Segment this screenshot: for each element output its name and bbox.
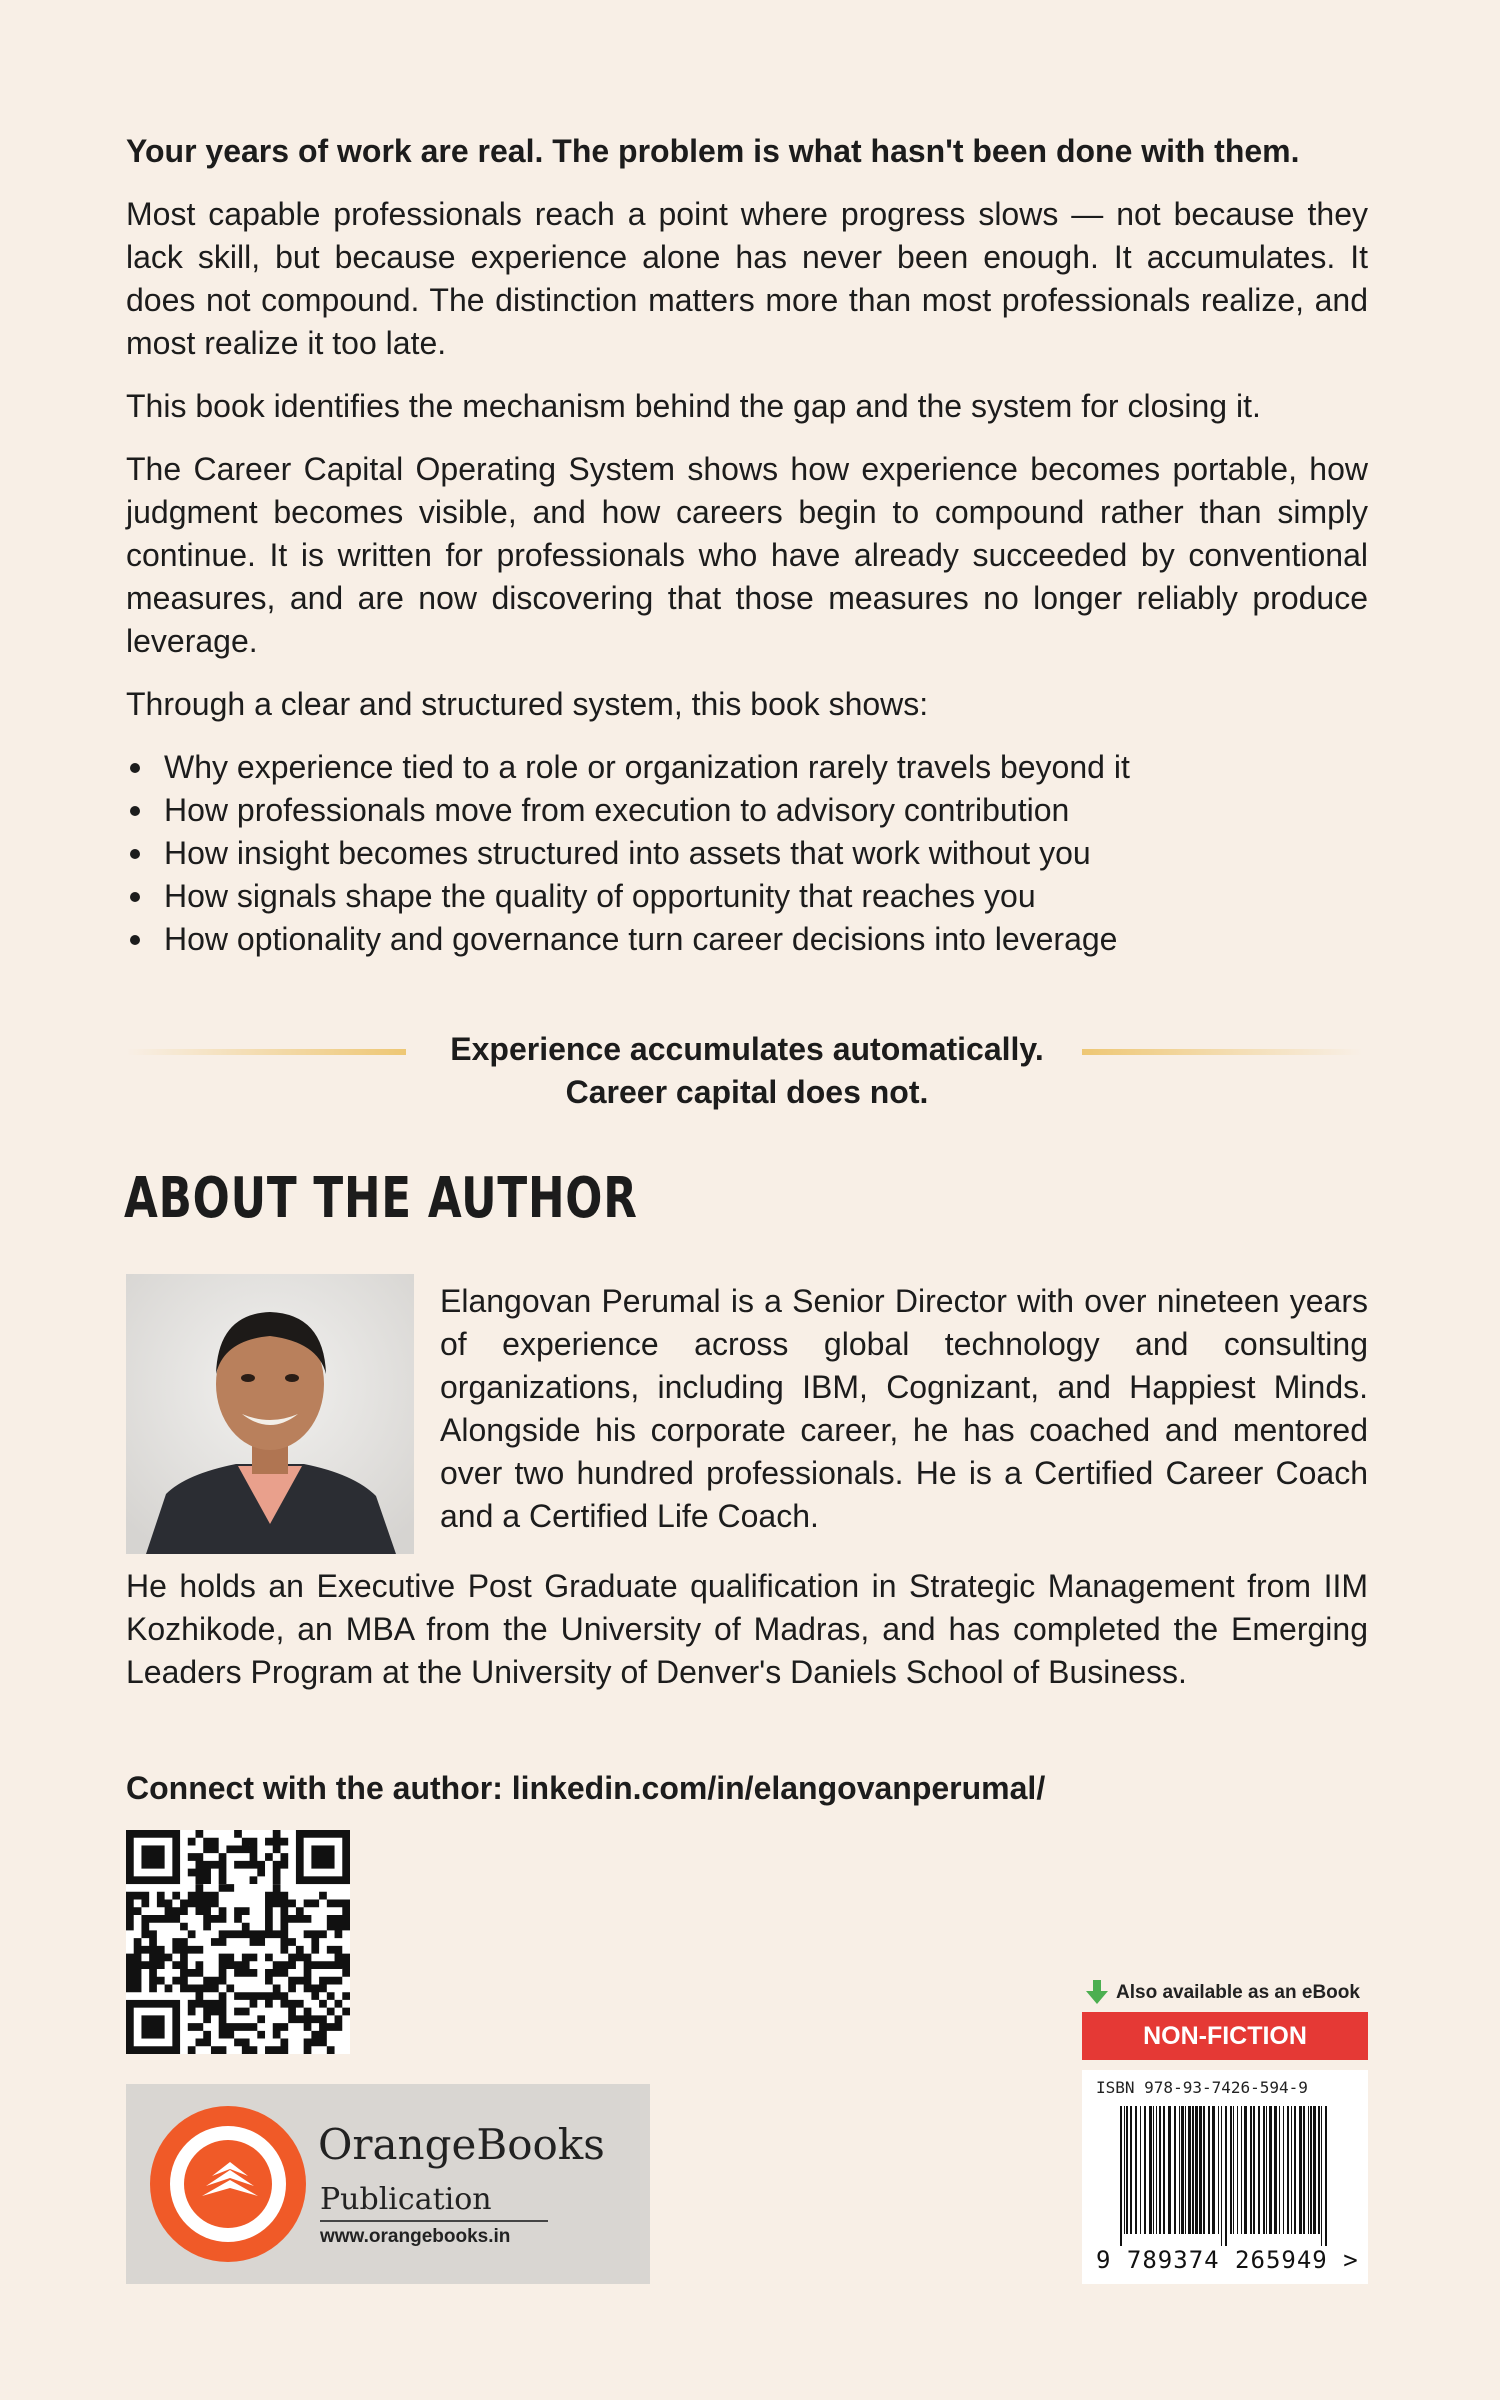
ebook-note [1084, 1978, 1370, 2008]
bullet-icon [130, 849, 140, 859]
pull-quote-line-1: Experience accumulates automatically. [450, 1031, 1044, 1067]
list-item-text: How optionality and governance turn career decisions into leverage [164, 921, 1118, 957]
author-photo [126, 1274, 414, 1554]
pull-quote-line-2: Career capital does not. [565, 1074, 929, 1110]
barcode-bars [1120, 2106, 1332, 2246]
bullet-icon [130, 892, 140, 902]
system-paragraph: The Career Capital Operating System shows how experience becomes portable, how judgment becomes visible, and how careers begin to compound rather than simply continue. It is written for professionals who have already succeeded by conventional measures, and are now discovering that those measures no longer reliably produce leverage. [126, 451, 1368, 659]
barcode-digits: 9 789374 265949 > [1096, 2246, 1359, 2274]
bullet-icon [130, 763, 140, 773]
back-cover-text [126, 130, 1368, 961]
ebook-note-text: Also available as an eBook [1116, 1982, 1360, 2003]
list-item [126, 918, 1368, 961]
shows-paragraph: Through a clear and structured system, this book shows: [126, 686, 929, 722]
list-item [126, 746, 1368, 789]
pull-quote [126, 1028, 1368, 1114]
publisher-logo [126, 2084, 650, 2284]
list-item-text: How signals shape the quality of opportunity that reaches you [164, 878, 1036, 914]
list-item [126, 832, 1368, 875]
intro-paragraph: Most capable professionals reach a point where progress slows — not because they lack skill, but because experience alone has never been enough. It accumulates. It does not compound. The distinction matters more than most professionals realize, and most realize it too late. [126, 196, 1368, 361]
key-points-list [126, 746, 1368, 961]
publisher-name: OrangeBooks [318, 2120, 605, 2169]
author-bio-education: He holds an Executive Post Graduate qualification in Strategic Management from IIM Kozhikode, an MBA from the University of Madras, and has completed the Emerging Leaders Program at the University of Denver's Daniels School of Business. [126, 1568, 1368, 1690]
author-linkedin-link[interactable]: Connect with the author: linkedin.com/in/elangovanperumal/ [126, 1770, 1046, 1806]
qr-code[interactable] [126, 1830, 350, 2054]
gap-paragraph: This book identifies the mechanism behind the gap and the system for closing it. [126, 388, 1261, 424]
publisher-subtitle: Publication [320, 2182, 492, 2217]
isbn-barcode [1082, 2070, 1368, 2284]
publisher-url: www.orangebooks.in [320, 2226, 511, 2247]
list-item-text: How professionals move from execution to advisory contribution [164, 792, 1070, 828]
list-item-text: How insight becomes structured into assets that work without you [164, 835, 1091, 871]
category-label: NON-FICTION [1082, 2012, 1368, 2060]
list-item [126, 875, 1368, 918]
list-item-text: Why experience tied to a role or organization rarely travels beyond it [164, 749, 1130, 785]
author-bio-intro: Elangovan Perumal is a Senior Director with over nineteen years of experience across global technology and consulting organizations, including IBM, Cognizant, and Happiest Minds. Alongside his corporate career, he has coached and mentored over two hundred professionals. He is a Certified Career Coach and a Certified Life Coach. [440, 1283, 1368, 1534]
about-author-heading: ABOUT THE AUTHOR [124, 1166, 638, 1231]
isbn-text: ISBN 978-93-7426-594-9 [1096, 2078, 1308, 2097]
list-item [126, 789, 1368, 832]
bullet-icon [130, 806, 140, 816]
bullet-icon [130, 935, 140, 945]
lead-sentence: Your years of work are real. The problem is what hasn't been done with them. [126, 133, 1300, 169]
orangebooks-logo-icon [126, 2084, 316, 2284]
publisher-divider [320, 2220, 548, 2222]
download-arrow-icon [1084, 1978, 1110, 2006]
